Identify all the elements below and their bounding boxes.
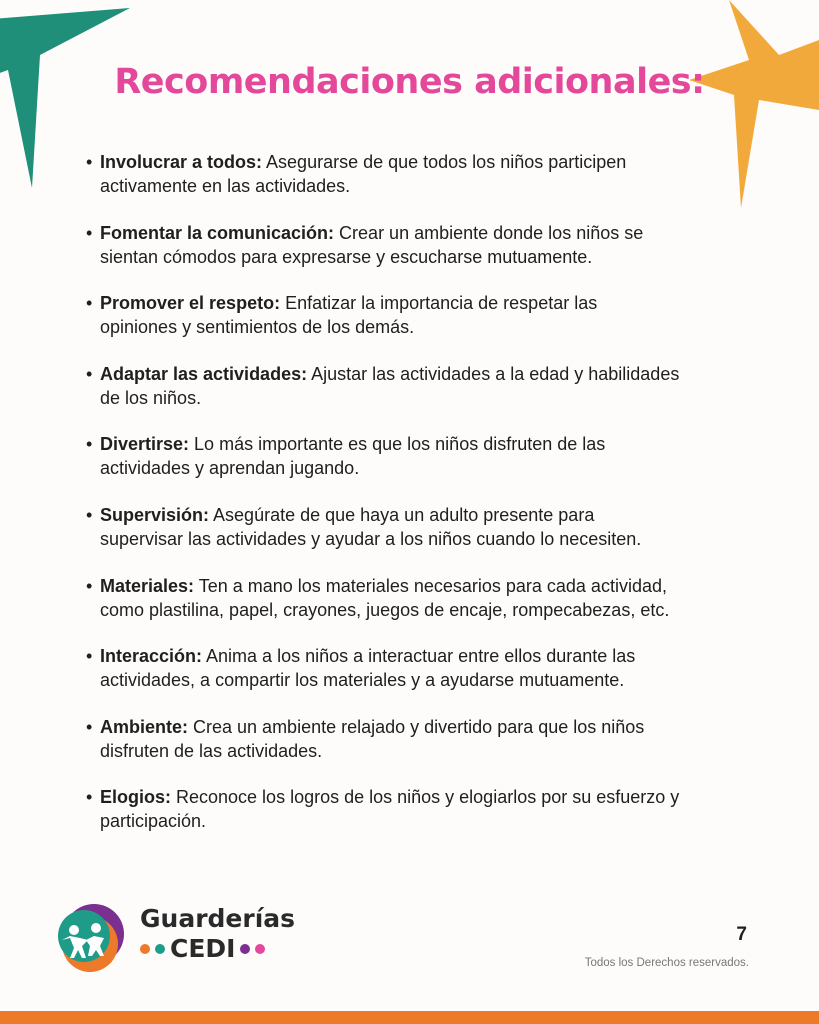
item-text: Asegúrate de que haya un adulto presente para	[209, 504, 595, 525]
item-label: Promover el respeto:	[100, 293, 281, 314]
bullet: •	[86, 293, 93, 314]
list-item	[88, 291, 768, 339]
list-item	[88, 503, 768, 551]
item-text-2: de los niños.	[100, 387, 202, 408]
brand-line-2	[140, 934, 295, 964]
item-text-2: actividades, a compartir los materiales y a ayudarse mutuamente.	[100, 670, 625, 691]
item-text: Ajustar las actividades a la edad y habilidades	[307, 363, 680, 384]
recommendations-list	[88, 150, 768, 856]
list-item	[88, 221, 768, 269]
item-label: Interacción:	[100, 646, 203, 667]
item-text: Anima a los niños a interactuar entre ellos durante las	[202, 646, 636, 667]
item-text-2: opiniones y sentimientos de los demás.	[100, 317, 415, 338]
list-item	[88, 432, 768, 480]
item-label: Elogios:	[100, 787, 171, 808]
bullet: •	[86, 716, 93, 737]
item-text-2: activamente en las actividades.	[100, 176, 351, 196]
bullet: •	[86, 646, 93, 667]
purple-dot-icon	[240, 944, 250, 954]
bullet: •	[86, 152, 93, 172]
bullet: •	[86, 363, 93, 384]
item-label: Ambiente:	[100, 716, 189, 737]
footer-bar	[0, 1011, 819, 1024]
list-item	[88, 574, 768, 622]
bullet: •	[86, 787, 93, 808]
brand-name	[140, 904, 295, 964]
item-text: Asegurarse de que todos los niños participen	[262, 152, 627, 172]
brand-cedi: CEDI	[170, 934, 236, 963]
item-text-2: actividades y aprendan jugando.	[100, 458, 360, 479]
pink-dot-icon	[255, 944, 265, 954]
list-item	[88, 362, 768, 410]
item-text: Crea un ambiente relajado y divertido para que los niños	[188, 716, 645, 737]
item-text: Reconoce los logros de los niños y elogiarlos por su esfuerzo y	[171, 787, 680, 808]
bullet: •	[86, 504, 93, 525]
item-label: Materiales:	[100, 575, 195, 596]
item-text-2: supervisar las actividades y ayudar a los niños cuando lo necesiten.	[100, 528, 642, 549]
item-label: Divertirse:	[100, 434, 190, 455]
item-label: Involucrar a todos:	[100, 152, 263, 172]
item-text: Ten a mano los materiales necesarios para cada actividad,	[194, 575, 667, 596]
item-text: Crear un ambiente donde los niños se	[334, 222, 644, 243]
page-number: 7	[736, 924, 747, 945]
item-text: Lo más importante es que los niños disfruten de las	[189, 434, 606, 455]
item-text-2: sientan cómodos para expresarse y escucharse mutuamente.	[100, 246, 593, 267]
orange-dot-icon	[140, 944, 150, 954]
brand-line-1: Guarderías	[140, 904, 296, 933]
guarderias-logo-icon	[50, 900, 128, 976]
item-label: Fomentar la comunicación:	[100, 222, 335, 243]
list-item	[88, 785, 768, 833]
bullet: •	[86, 434, 93, 455]
list-item	[88, 715, 768, 763]
bullet: •	[86, 575, 93, 596]
item-label: Supervisión:	[100, 504, 210, 525]
item-text-2: participación.	[100, 811, 207, 832]
page-title: Recomendaciones adicionales:	[114, 62, 705, 102]
item-text-2: como plastilina, papel, crayones, juegos de encaje, rompecabezas, etc.	[100, 599, 670, 620]
list-item	[88, 150, 768, 198]
item-text-2: disfruten de las actividades.	[100, 740, 323, 761]
teal-dot-icon	[155, 944, 165, 954]
bullet: •	[86, 222, 93, 243]
item-label: Adaptar las actividades:	[100, 363, 308, 384]
item-text: Enfatizar la importancia de respetar las	[280, 293, 598, 314]
list-item	[88, 644, 768, 692]
copyright-notice: Todos los Derechos reservados.	[584, 957, 749, 969]
